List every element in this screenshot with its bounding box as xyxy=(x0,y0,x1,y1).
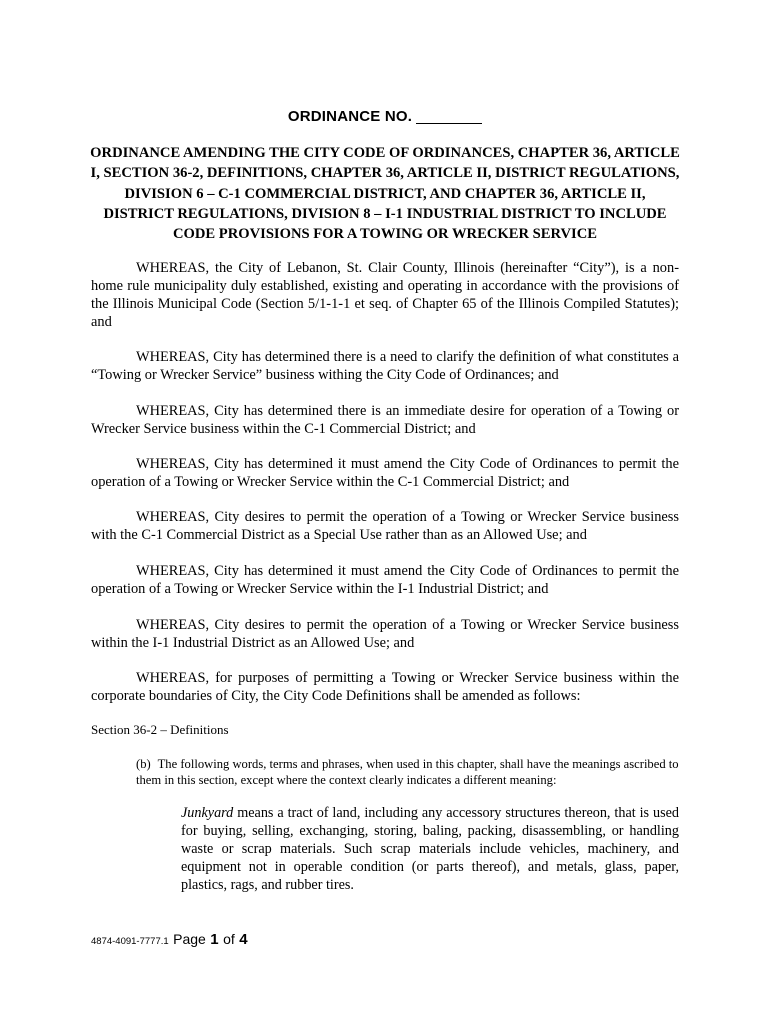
whereas-paragraph-7: WHEREAS, City desires to permit the operation of a Towing or Wrecker Service business within the I-1 Industrial District as an Allowed Use; and xyxy=(91,617,679,651)
whereas-paragraph-4: WHEREAS, City has determined it must amend the City Code of Ordinances to permit the operation of a Towing or Wrecker Service within the C-1 Commercial District; and xyxy=(91,456,679,490)
of-label: of xyxy=(223,931,235,947)
page-label: Page xyxy=(173,931,206,947)
whereas-paragraph-6: WHEREAS, City has determined it must amend the City Code of Ordinances to permit the operation of a Towing or Wrecker Service within the I-1 Industrial District; and xyxy=(91,563,679,597)
whereas-paragraph-8: WHEREAS, for purposes of permitting a Towing or Wrecker Service business within the corporate boundaries of City, the City Code Definitions shall be amended as follows: xyxy=(91,670,679,704)
whereas-paragraph-2: WHEREAS, City has determined there is a need to clarify the definition of what constitutes a “Towing or Wrecker Service” business withing the City Code of Ordinances; and xyxy=(91,349,679,383)
subsection-b xyxy=(136,756,681,788)
section-label: Section 36-2 – Definitions xyxy=(91,722,229,737)
ordinance-number-blank xyxy=(416,109,482,124)
subsection-text: The following words, terms and phrases, when used in this chapter, shall have the meanings ascribed to them in this section, except where the context clearly indicates a different meaning: xyxy=(136,757,679,787)
ordinance-number-title xyxy=(0,108,770,125)
page-footer xyxy=(91,931,248,949)
total-page-number: 4 xyxy=(239,931,248,948)
ordinance-heading: ORDINANCE AMENDING THE CITY CODE OF ORDINANCES, CHAPTER 36, ARTICLE I, SECTION 36-2, DEFINITIONS, CHAPTER 36, ARTICLE II, DISTRICT REGULATIONS, DIVISION 6 – C-1 COMMERCIAL DISTRICT, AND CHAPTER 36, ARTICLE II, DISTRICT REGULATIONS, DIVISION 8 – I-1 INDUSTRIAL DISTRICT TO INCLUDE CODE PROVISIONS FOR A TOWING OR WRECKER SERVICE xyxy=(90,145,680,243)
whereas-paragraph-1: WHEREAS, the City of Lebanon, St. Clair County, Illinois (hereinafter “City”), is a non-home rule municipality duly established, existing and operating in accordance with the provisions of the Illinois Municipal Code (Section 5/1-1-1 et seq. of Chapter 65 of the Illinois Compiled Statutes); and xyxy=(91,260,679,330)
current-page-number: 1 xyxy=(210,931,219,948)
whereas-paragraph-5: WHEREAS, City desires to permit the operation of a Towing or Wrecker Service business with the C-1 Commercial District as a Special Use rather than as an Allowed Use; and xyxy=(91,509,679,543)
definition-term: Junkyard xyxy=(181,805,234,821)
definition-text: means a tract of land, including any accessory structures thereon, that is used for buying, selling, exchanging, storing, baling, packing, disassembling, or handling waste or scrap materials. Such scrap materials include vehicles, machinery, and equipment not in operable condition (or parts thereof), and metals, glass, paper, plastics, rags, and rubber tires. xyxy=(181,805,679,893)
whereas-paragraph-3: WHEREAS, City has determined there is an immediate desire for operation of a Towing or Wrecker Service business within the C-1 Commercial District; and xyxy=(91,403,679,437)
ordinance-title-text: ORDINANCE NO. xyxy=(287,108,413,125)
document-number: 4874-4091-7777.1 xyxy=(91,936,169,947)
subsection-label: (b) xyxy=(136,757,151,771)
junkyard-definition xyxy=(181,804,679,894)
